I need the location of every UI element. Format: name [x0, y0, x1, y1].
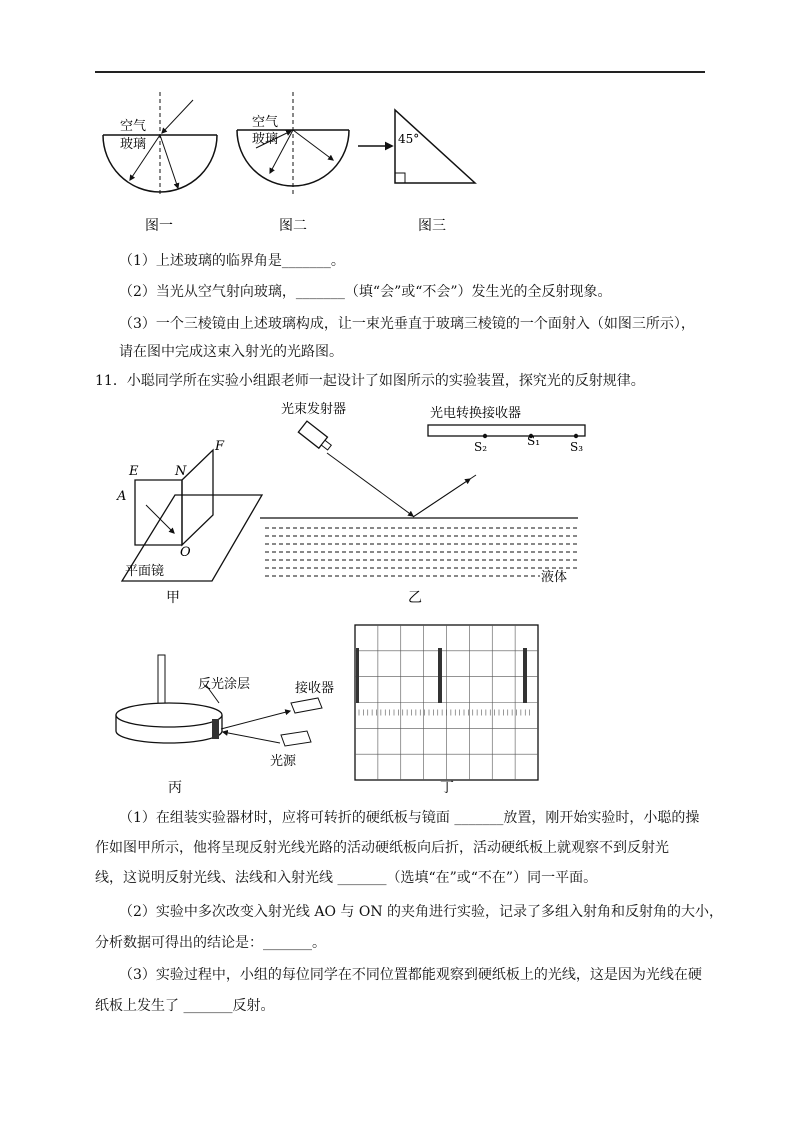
figure-1 [103, 92, 217, 234]
fig-jia-A: A [117, 489, 127, 504]
q11-part2-line1: （2）实验中多次改变入射光线 AO 与 ON 的夹角进行实验，记录了多组入射角和反射角的大小， [119, 904, 724, 920]
fig2-glass-label: 玻璃 [252, 132, 279, 147]
fig-yi-caption: 乙 [408, 590, 422, 606]
q11-stem: 11．小聪同学所在实验小组跟老师一起设计了如图所示的实验装置，探究光的反射规律。 [95, 373, 645, 389]
fig-yi-receiver-label: 光电转换接收器 [430, 406, 522, 421]
fig-bing-source-label: 光源 [270, 754, 297, 769]
q10-part3-line1: （3）一个三棱镜由上述玻璃构成，让一束光垂直于玻璃三棱镜的一个面射入（如图三所示）， [119, 316, 695, 332]
fig-jia-O: O [180, 545, 191, 560]
q11-part3-line1: （3）实验过程中，小组的每位同学在不同位置都能观察到硬纸板上的光线，这是因为光线在硬 [119, 967, 702, 983]
q10-part3-line2: 请在图中完成这束入射光的光路图。 [119, 344, 343, 360]
q11-part1-line2: 作如图甲所示，他将呈现反射光线光路的活动硬纸板向后折，活动硬纸板上就观察不到反射光 [95, 840, 669, 856]
figures-top [0, 80, 800, 240]
fig-yi-s2: S₂ [474, 440, 488, 454]
fig-jia-E: E [129, 464, 139, 479]
header-rule [95, 71, 705, 73]
fig2-air-label: 空气 [252, 115, 279, 130]
fig-bing-receiver-label: 接收器 [295, 681, 335, 696]
fig1-air-label: 空气 [120, 119, 147, 134]
fig-yi-emitter-label: 光束发射器 [281, 402, 347, 417]
fig1-caption: 图一 [145, 218, 173, 234]
fig2-caption: 图二 [279, 218, 307, 234]
fig-yi-s3: S₃ [570, 440, 584, 454]
figure-2 [237, 92, 349, 234]
q10-part2: （2）当光从空气射向玻璃，_______（填“会”或“不会”）发生光的全反射现象。 [119, 284, 612, 300]
figure-yi [260, 401, 585, 606]
q10-part1: （1）上述玻璃的临界角是_______。 [119, 253, 345, 269]
fig-yi-liquid-label: 液体 [541, 570, 568, 585]
fig-jia-N: N [175, 464, 187, 479]
figure-3 [358, 110, 475, 234]
figure-jia [116, 439, 262, 606]
figure-ding [355, 625, 538, 796]
fig-bing-coating-label: 反光涂层 [198, 677, 251, 692]
figures-bing-ding [0, 615, 800, 800]
fig-jia-mirror-label: 平面镜 [125, 564, 165, 579]
figure-bing [116, 655, 334, 796]
fig-bing-caption: 丙 [168, 780, 182, 796]
fig-jia-caption: 甲 [166, 590, 180, 606]
fig-jia-F: F [215, 439, 225, 454]
fig3-angle-label: 45° [398, 132, 420, 146]
q11-part3-line2: 纸板上发生了 _______反射。 [95, 998, 275, 1014]
fig-ding-caption: 丁 [440, 780, 454, 796]
figures-jia-yi [0, 395, 800, 610]
fig3-caption: 图三 [418, 218, 446, 234]
q11-part1-line3: 线，这说明反射光线、法线和入射光线 _______（选填“在”或“不在”）同一平面。 [95, 870, 598, 886]
fig-yi-s1: S₁ [527, 434, 541, 448]
q11-part2-line2: 分析数据可得出的结论是：_______。 [95, 935, 326, 951]
fig1-glass-label: 玻璃 [120, 137, 147, 152]
q11-part1-line1: （1）在组装实验器材时，应将可转折的硬纸板与镜面 _______放置，刚开始实验时，小聪的操 [119, 810, 700, 826]
